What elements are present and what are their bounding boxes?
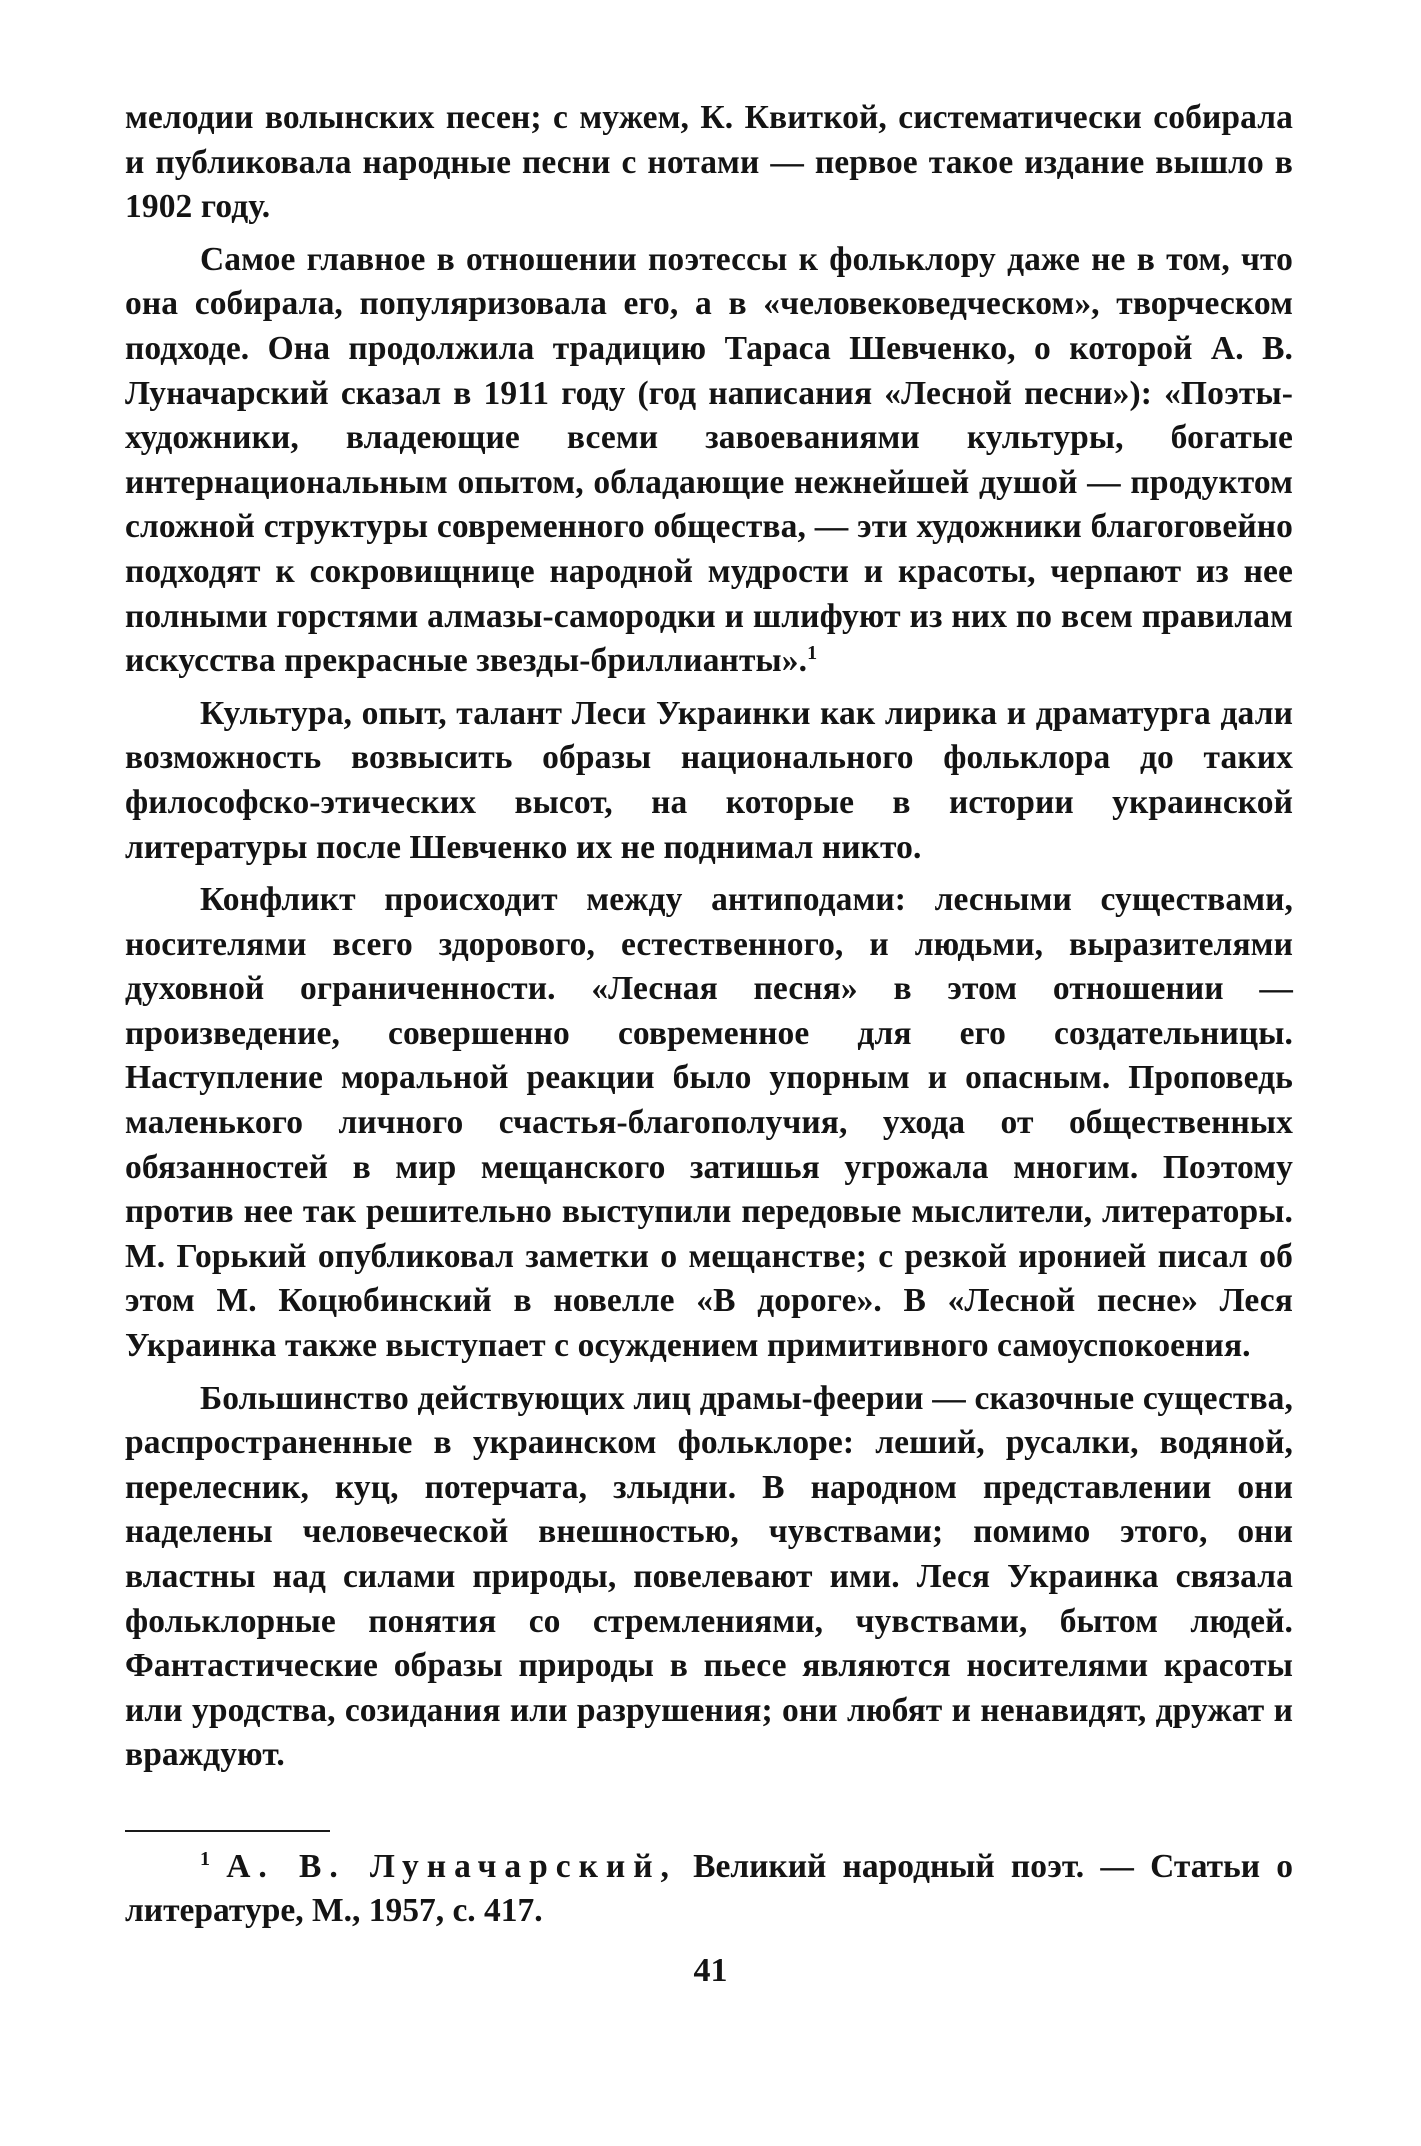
paragraph-2-text: Самое главное в отношении поэтессы к фольклору даже не в том, что она собирала, популяризовала его, а в «человековедческом», творческом подходе. Она продолжила традицию Тараса Шевченко, о которой А. В. Луначарский сказал в 1911 году (год написания «Лесной песни»): «Поэты-художники, владеющие всеми завоеваниями культуры, богатые интернациональным опытом, обладающие нежнейшей душой — продуктом сложной структуры современного общества, — эти художники благоговейно подходят к сокровищнице народной мудрости и красоты, черпают из нее полными горстями алмазы-самородки и шлифуют из них по всем правилам искусства прекрасные звезды-бриллианты». — [125, 240, 1293, 680]
paragraph-4: Конфликт происходит между антиподами: лесными существами, носителями всего здорового, естественного, и людьми, выразителями духовной ограниченности. «Лесная песня» в этом отношении — произведение, совершенно современное для его создательницы. Наступление моральной реакции было упорным и опасным. Проповедь маленького личного счастья-благополучия, ухода от общественных обязанностей в мир мещанского затишья угрожала многим. Поэтому против нее так решительно выступили передовые мыслители, литераторы. М. Горький опубликовал заметки о мещанстве; с резкой иронией писал об этом М. Коцюбинский в новелле «В дороге». В «Лесной песне» Леся Украинка также выступает с осуждением примитивного самоуспокоения. — [125, 881, 1293, 1365]
footnote-reference: 1 — [807, 641, 818, 664]
footnote-divider — [125, 1830, 330, 1832]
paragraph-5: Большинство действующих лиц драмы-феерии — сказочные существа, распространенные в украинском фольклоре: леший, русалки, водяной, перелесник, куц, потерчата, злыдни. В народном представлении они наделены человеческой внешностью, чувствами; помимо этого, они властны над силами природы, повелевают ими. Леся Украинка связала фольклорные понятия со стремлениями, чувствами, бытом людей. Фантастические образы природы в пьесе являются носителями красоты или уродства, созидания или разрушения; они любят и ненавидят, дружат и враждуют. — [125, 1379, 1293, 1774]
paragraph-1: мелодии волынских песен; с мужем, К. Квиткой, систематически собирала и публиковала народные песни с нотами — первое такое издание вышло в 1902 году. — [125, 99, 1293, 226]
footnote-text: Великий народный поэт. — Статьи о литературе, М., 1957, с. 417. — [125, 1848, 1293, 1929]
footnote — [125, 1845, 1293, 1933]
page-body — [125, 96, 1293, 1778]
paragraph-2 — [125, 238, 1293, 684]
footnote-marker: 1 — [200, 1847, 210, 1870]
page-number: 41 — [693, 1952, 728, 1989]
paragraph-3: Культура, опыт, талант Леси Украинки как лирика и драматурга дали возможность возвысить образы национального фольклора до таких философско-этических высот, на которые в истории украинской литературы после Шевченко их не поднимал никто. — [125, 694, 1293, 866]
footnote-author: А. В. Луначарский, — [226, 1848, 677, 1885]
